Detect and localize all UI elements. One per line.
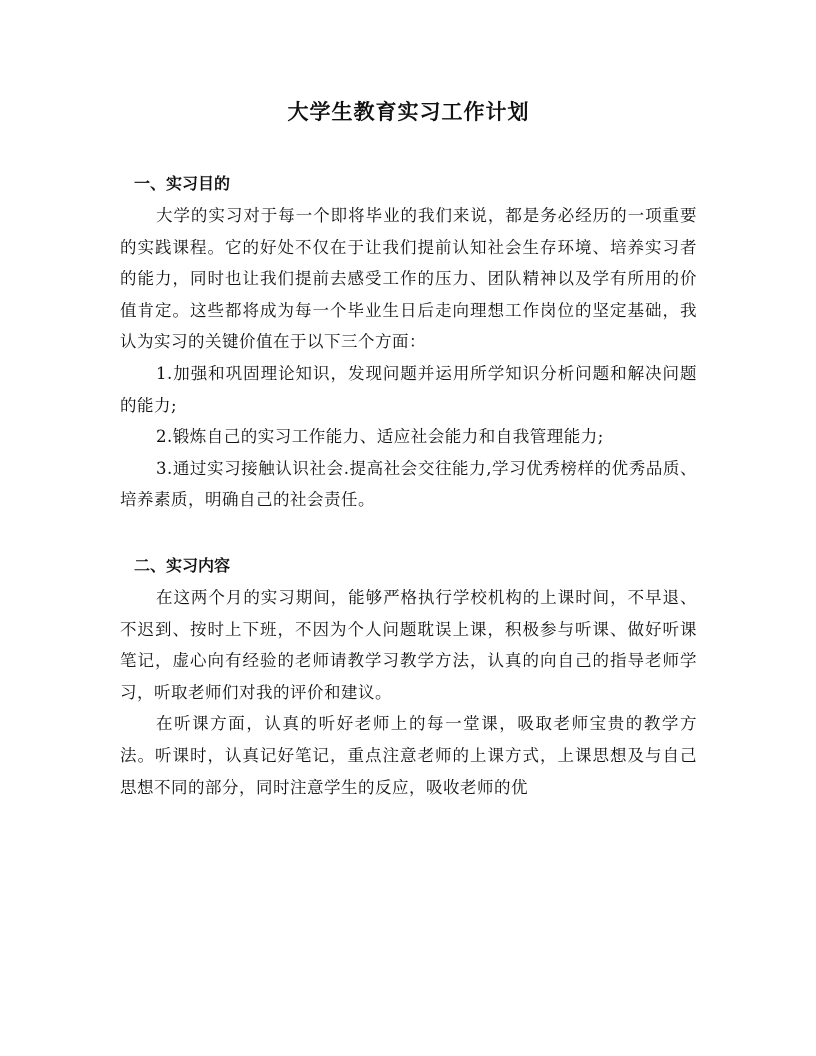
paragraph: 3.通过实习接触认识社会.提高社会交往能力,学习优秀榜样的优秀品质、培养素质，明确自己的社会责任。 [120, 458, 697, 510]
section-heading: 一、实习目的 [134, 174, 231, 193]
paragraph: 在听课方面，认真的听好老师上的每一堂课，吸取老师宝贵的教学方法。听课时，认真记好笔记，重点注意老师的上课方式，上课思想及与自己思想不同的部分，同时注意学生的反应，吸收老师的优 [120, 714, 697, 797]
paragraph: 1.加强和巩固理论知识，发现问题并运用所学知识分析问题和解决问题的能力; [120, 363, 697, 415]
section-heading: 二、实习内容 [134, 555, 231, 575]
section-internship-content [120, 552, 697, 803]
section-spacer [120, 516, 697, 552]
paragraph: 2.锻炼自己的实习工作能力、适应社会能力和自我管理能力; [156, 427, 604, 447]
document-page [120, 92, 697, 803]
paragraph: 在这两个月的实习期间，能够严格执行学校机构的上课时间，不早退、不迟到、按时上下班，不因为个人问题耽误上课，积极参与听课、做好听课笔记，虚心向有经验的老师请教学习教学方法，认真的向自己的指导老师学习，听取老师们对我的评价和建议。 [120, 587, 697, 702]
document-title: 大学生教育实习工作计划 [287, 100, 530, 124]
section-internship-purpose [120, 170, 697, 516]
paragraph: 大学的实习对于每一个即将毕业的我们来说，都是务必经历的一项重要的实践课程。它的好处不仅在于让我们提前认知社会生存环境、培养实习者的能力，同时也让我们提前去感受工作的压力、团队精神以及学有所用的价值肯定。这些都将成为每一个毕业生日后走向理想工作岗位的坚定基础，我认为实习的关键价值在于以下三个方面： [120, 206, 697, 352]
